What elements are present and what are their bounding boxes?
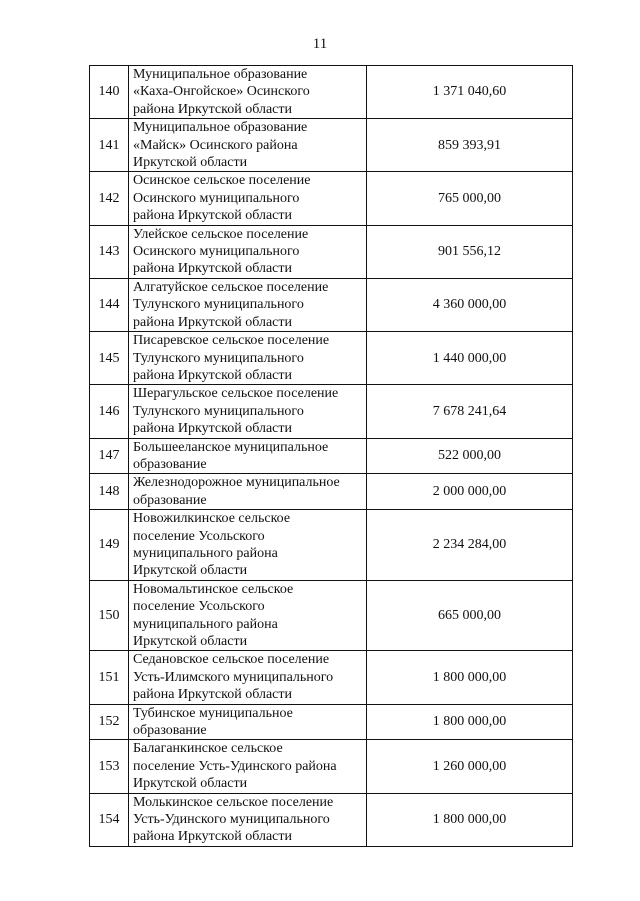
- municipality-name: [129, 172, 367, 225]
- amount-value: 4 360 000,00: [367, 278, 573, 331]
- table-row: [90, 438, 573, 474]
- municipality-name-line: Новожилкинское сельское: [133, 511, 291, 527]
- amount-value: 1 800 000,00: [367, 651, 573, 704]
- row-number: 147: [90, 438, 129, 474]
- municipality-name-line: Иркутской области: [133, 776, 248, 792]
- amount-value: 1 440 000,00: [367, 332, 573, 385]
- municipality-name-line: Шерагульское сельское поселение: [133, 386, 339, 402]
- row-number: 150: [90, 580, 129, 651]
- municipality-name-line: поселение Усть-Удинского района: [133, 758, 337, 774]
- row-number: 143: [90, 225, 129, 278]
- municipality-name-line: района Иркутской области: [133, 687, 293, 703]
- municipality-name: [129, 704, 367, 740]
- row-number: 142: [90, 172, 129, 225]
- municipality-name-line: Тулунского муниципального: [133, 297, 304, 313]
- municipality-name-line: Иркутской области: [133, 634, 248, 649]
- municipality-name: [129, 66, 367, 119]
- municipality-name: [129, 332, 367, 385]
- municipality-name: [129, 225, 367, 278]
- municipality-name-line: района Иркутской области: [133, 314, 293, 330]
- municipality-name-line: «Майск» Осинского района: [133, 137, 298, 153]
- municipality-name-line: Усть-Удинского муниципального: [133, 812, 330, 828]
- row-number: 141: [90, 119, 129, 172]
- municipality-name-line: Муниципальное образование: [133, 120, 308, 136]
- table-row: [90, 119, 573, 172]
- row-number: 149: [90, 510, 129, 581]
- municipality-name-line: Большееланское муниципальное: [133, 439, 329, 455]
- table-row: [90, 225, 573, 278]
- amount-value: 2 000 000,00: [367, 474, 573, 510]
- municipality-name: [129, 740, 367, 793]
- municipality-name-line: Улейское сельское поселение: [133, 226, 309, 242]
- municipality-name-line: Усть-Илимского муниципального: [133, 669, 334, 685]
- municipality-name-line: Балаганкинское сельское: [133, 741, 283, 757]
- municipality-name-line: Железнодорожное муниципальное: [133, 475, 340, 491]
- row-number: 153: [90, 740, 129, 793]
- municipality-name-line: Тулунского муниципального: [133, 350, 304, 366]
- municipality-name-line: района Иркутской области: [133, 367, 293, 383]
- amount-value: 1 260 000,00: [367, 740, 573, 793]
- amount-value: 1 800 000,00: [367, 704, 573, 740]
- municipality-name-line: Алгатуйское сельское поселение: [133, 279, 329, 295]
- municipality-name-line: Новомальтинское сельское: [133, 581, 294, 597]
- municipality-name: [129, 651, 367, 704]
- municipality-name-line: Тубинское муниципальное: [133, 705, 293, 721]
- table-row: [90, 385, 573, 438]
- municipality-name-line: Муниципальное образование: [133, 67, 308, 82]
- row-number: 154: [90, 793, 129, 846]
- table-row: [90, 651, 573, 704]
- amount-value: 7 678 241,64: [367, 385, 573, 438]
- municipality-name-line: «Каха-Онгойское» Осинского: [133, 84, 310, 100]
- municipality-name-line: района Иркутской области: [133, 261, 293, 277]
- table-row: [90, 474, 573, 510]
- municipality-name-line: Осинского муниципального: [133, 190, 300, 206]
- municipality-name-line: Иркутской области: [133, 563, 248, 579]
- municipality-name: [129, 119, 367, 172]
- municipality-name-line: Седановское сельское поселение: [133, 652, 330, 668]
- row-number: 144: [90, 278, 129, 331]
- municipality-name-line: Тулунского муниципального: [133, 403, 304, 419]
- municipality-name: [129, 385, 367, 438]
- amount-value: 665 000,00: [367, 580, 573, 651]
- page-number: 11: [312, 36, 328, 52]
- amount-value: 1 371 040,60: [367, 66, 573, 119]
- municipality-name-line: района Иркутской области: [133, 829, 293, 845]
- table-row: [90, 740, 573, 793]
- municipality-name: [129, 793, 367, 846]
- table-row: [90, 66, 573, 119]
- table-row: [90, 172, 573, 225]
- table-row: [90, 704, 573, 740]
- table-row: [90, 510, 573, 581]
- amount-value: 765 000,00: [367, 172, 573, 225]
- municipality-name: [129, 438, 367, 474]
- table-row: [90, 793, 573, 846]
- municipality-name-line: Писаревское сельское поселение: [133, 333, 330, 349]
- municipality-name-line: муниципального района: [133, 545, 278, 561]
- municipality-name-line: Осинского муниципального: [133, 244, 300, 260]
- row-number: 148: [90, 474, 129, 510]
- amount-value: 2 234 284,00: [367, 510, 573, 581]
- municipality-name-line: образование: [133, 492, 207, 508]
- municipality-name-line: Иркутской области: [133, 155, 248, 171]
- municipality-name-line: поселение Усольского: [133, 599, 265, 615]
- amount-value: 859 393,91: [367, 119, 573, 172]
- municipality-name-line: района Иркутской области: [133, 421, 293, 437]
- row-number: 151: [90, 651, 129, 704]
- municipality-name-line: образование: [133, 723, 207, 739]
- municipality-name-line: Осинское сельское поселение: [133, 173, 311, 189]
- municipality-name-line: образование: [133, 456, 207, 472]
- municipality-name-line: Молькинское сельское поселение: [133, 794, 334, 810]
- row-number: 146: [90, 385, 129, 438]
- municipality-name: [129, 278, 367, 331]
- table-body: [90, 66, 573, 847]
- amount-value: 522 000,00: [367, 438, 573, 474]
- municipality-name: [129, 474, 367, 510]
- table-row: [90, 580, 573, 651]
- municipality-name: [129, 510, 367, 581]
- amount-value: 901 556,12: [367, 225, 573, 278]
- municipality-name: [129, 580, 367, 651]
- municipality-name-line: муниципального района: [133, 616, 278, 632]
- table-row: [90, 278, 573, 331]
- row-number: 140: [90, 66, 129, 119]
- municipality-name-line: района Иркутской области: [133, 208, 293, 224]
- table-row: [90, 332, 573, 385]
- row-number: 152: [90, 704, 129, 740]
- row-number: 145: [90, 332, 129, 385]
- amount-value: 1 800 000,00: [367, 793, 573, 846]
- municipality-name-line: района Иркутской области: [133, 101, 293, 117]
- municipality-name-line: поселение Усольского: [133, 528, 265, 544]
- budget-table: [89, 65, 573, 847]
